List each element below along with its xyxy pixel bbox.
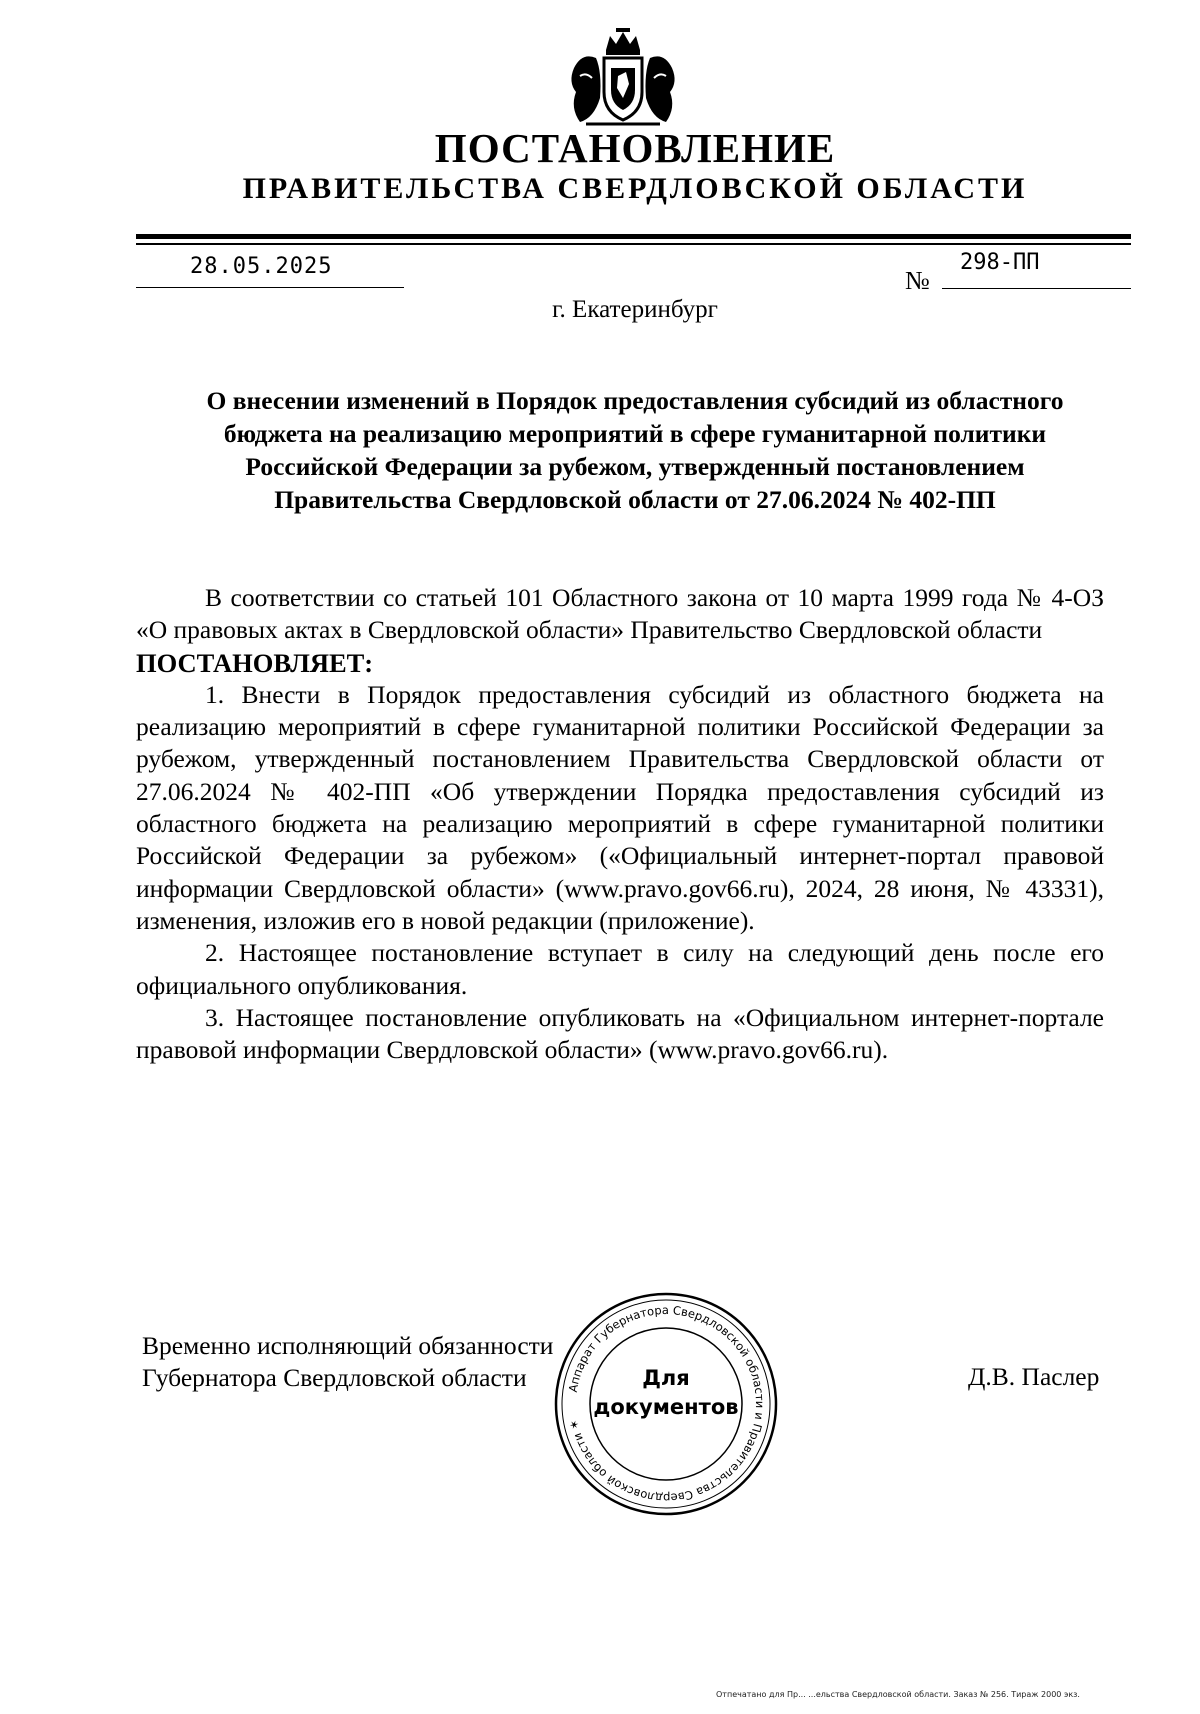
position-line: Временно исполняющий обязанности bbox=[142, 1331, 554, 1360]
city: г. Екатеринбург bbox=[552, 296, 718, 323]
document-title: ПОСТАНОВЛЕНИЕ bbox=[434, 125, 836, 171]
number-underline bbox=[942, 288, 1131, 289]
print-footer: Отпечатано для Пр... ...ельства Свердловской области. Заказ № 256. Тираж 2000 экз. bbox=[716, 1690, 1080, 1699]
document-heading bbox=[130, 384, 1140, 516]
document-body bbox=[136, 582, 1104, 1066]
document-date: 28.05.2025 bbox=[190, 254, 333, 279]
heading-line: Российской Федерации за рубежом, утвержденный постановлением bbox=[245, 452, 1025, 481]
header-rule-thin bbox=[136, 243, 1131, 245]
stamp-center-text bbox=[584, 1364, 748, 1422]
item-2-paragraph: 2. Настоящее постановление вступает в силу на следующий день после его официального опубликования. bbox=[136, 938, 1104, 1000]
svg-text:Аппарат Губернатора Свердловск: Аппарат Губернатора Свердловской области и Правительства Свердловской области ✶ bbox=[565, 1302, 768, 1506]
signatory-position bbox=[142, 1330, 553, 1394]
decree-word: ПОСТАНОВЛЯЕТ: bbox=[136, 647, 374, 678]
signatory-name: Д.В. Паслер bbox=[968, 1362, 1100, 1391]
stamp-line: документов bbox=[593, 1395, 739, 1419]
document-number: 298-ПП bbox=[960, 250, 1040, 275]
issuer-title: ПРАВИТЕЛЬСТВА СВЕРДЛОВСКОЙ ОБЛАСТИ bbox=[242, 172, 1028, 205]
heading-line: О внесении изменений в Порядок предоставления субсидий из областного bbox=[206, 386, 1064, 415]
item-1-paragraph: 1. Внести в Порядок предоставления субсидий из областного бюджета на реализацию мероприятий в сфере гуманитарной политики Российской Федерации за рубежом, утвержденный постановлением Правительства Свердловской области от 27.06.2024 № 402-ПП «Об утверждении Порядка предоставления субсидий из областного бюджета на реализацию мероприятий в сфере гуманитарной политики Российской Федерации за рубежом» («Официальный интернет-портал правовой информации Свердловской области» (www.pravo.gov66.ru), 2024, 28 июня, № 43331), изменения, изложив его в новой редакции (приложение). bbox=[136, 679, 1104, 935]
stamp-line: Для bbox=[642, 1366, 690, 1390]
number-sign: № bbox=[905, 266, 930, 295]
date-underline bbox=[136, 287, 404, 288]
header-rule-thick bbox=[136, 234, 1131, 239]
item-3-paragraph: 3. Настоящее постановление опубликовать на «Официальном интернет-портале правовой информации Свердловской области» (www.pravo.gov66.ru). bbox=[136, 1002, 1104, 1065]
heading-line: бюджета на реализацию мероприятий в сфере гуманитарной политики bbox=[223, 419, 1047, 448]
coat-of-arms-icon bbox=[566, 28, 680, 132]
heading-line: Правительства Свердловской области от 27.06.2024 № 402-ПП bbox=[274, 485, 996, 514]
position-line: Губернатора Свердловской области bbox=[142, 1363, 527, 1392]
preamble-paragraph: В соответствии со статьей 101 Областного закона от 10 марта 1999 года № 4-ОЗ «О правовых актах в Свердловской области» Правительство Свердловской области bbox=[136, 583, 1104, 645]
